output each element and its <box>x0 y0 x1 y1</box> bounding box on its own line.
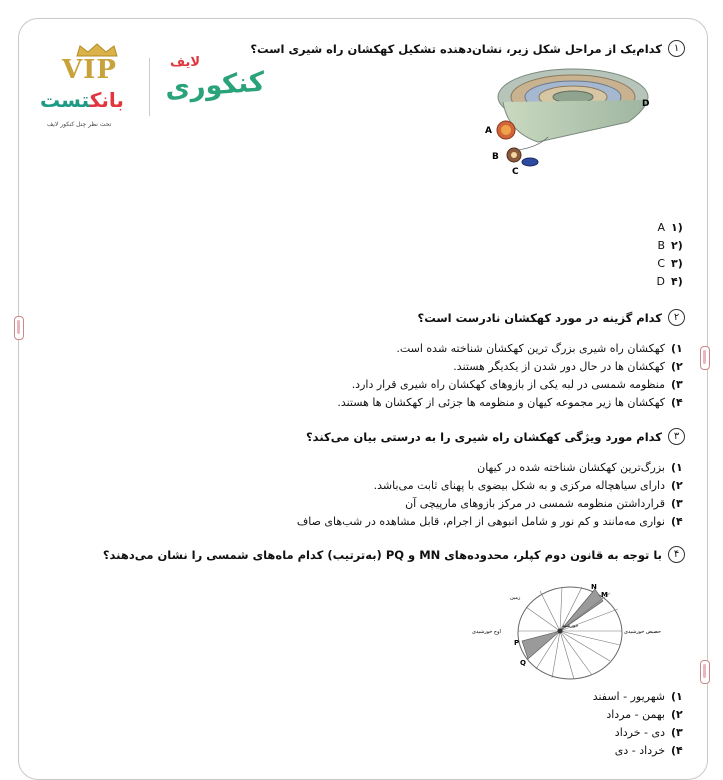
option-2[interactable]: ۲) کهکشان ها در حال دور شدن از یکدیگر هستند. <box>453 360 683 373</box>
orbit-label-p: P <box>514 639 520 647</box>
option-4[interactable]: D ۴) <box>656 275 683 288</box>
option-3[interactable]: C ۳) <box>657 257 683 270</box>
question-2-header <box>337 309 685 326</box>
question-text: کدام گزینه در مورد کهکشان نادرست است؟ <box>417 310 662 325</box>
orbit-label-earth: زمین <box>510 595 521 601</box>
orbit-label-m: M <box>601 591 608 599</box>
binding-hole-right-2 <box>700 660 710 684</box>
question-text: کدام‌یک از مراحل شکل زیر، نشان‌دهنده تشکیل کهکشان راه شیری است؟ <box>250 41 662 56</box>
orbit-label-n: N <box>591 583 597 591</box>
question-4 <box>103 546 685 563</box>
kepler-orbit-figure <box>470 583 670 683</box>
logo-konkur: کنکوری <box>164 66 266 105</box>
question-text: کدام مورد ویژگی کهکشان راه شیری را به درستی بیان می‌کند؟ <box>306 429 662 444</box>
question-number: ۲ <box>668 309 685 326</box>
question-number: ۱ <box>668 40 685 57</box>
question-1-options <box>657 219 685 291</box>
binding-hole-left <box>14 316 24 340</box>
galaxy-formation-figure <box>478 62 658 177</box>
option-1[interactable]: ۱) بزرگ‌ترین کهکشان شناخته شده در کیهان <box>477 461 683 474</box>
option-4[interactable]: ۴) خرداد - دی <box>614 744 683 757</box>
logo-vip: VIP <box>62 55 117 85</box>
question-4-options <box>593 688 685 760</box>
option-2[interactable]: B ۲) <box>657 239 683 252</box>
question-3-header <box>297 428 685 445</box>
option-2[interactable]: ۲) دارای سیاهچاله مرکزی و به شکل بیضوی با پهنای ثابت می‌باشد. <box>373 479 683 492</box>
question-number: ۴ <box>668 546 685 563</box>
question-number: ۳ <box>668 428 685 445</box>
logo-life: لایف <box>170 55 201 70</box>
option-1[interactable]: ۱) شهریور - اسفند <box>592 690 683 703</box>
option-1[interactable]: A ۱) <box>657 221 683 234</box>
option-3[interactable]: ۳) دی - خرداد <box>614 726 683 739</box>
option-3[interactable]: ۳) قرارداشتن منظومه شمسی در مرکز بازوهای مارپیچی آن <box>405 497 683 510</box>
question-text: با توجه به قانون دوم کپلر، محدوده‌های MN و PQ (به‌ترتیب) کدام ماه‌های شمسی را نشان می‌دهند؟ <box>102 547 662 562</box>
figure-label-d: D <box>642 99 650 109</box>
orbit-label-perihelion: حضیض خورشیدی <box>624 629 661 635</box>
logo-bank-test: بانکتست <box>40 88 124 112</box>
logo-tagline: تحت نظر چنل کنکور لایف <box>47 121 112 128</box>
option-3[interactable]: ۳) منظومه شمسی در لبه یکی از بازوهای کهکشان راه شیری قرار دارد. <box>351 378 683 391</box>
orbit-label-sun: خورشید <box>562 623 579 629</box>
question-4-header <box>103 546 685 563</box>
option-2[interactable]: ۲) بهمن - مرداد <box>606 708 683 721</box>
option-4[interactable]: ۴) کهکشان ها زیر مجموعه کیهان و منظومه ها جزئی از کهکشان ها هستند. <box>337 396 683 409</box>
question-3 <box>297 428 685 531</box>
logo-separator <box>149 58 150 116</box>
option-4[interactable]: ۴) نواری مه‌مانند و کم نور و شامل انبوهی از اجرام، قابل مشاهده در شب‌های صاف <box>296 515 683 528</box>
orbit-label-aphelion: اوج خورشیدی <box>472 629 501 635</box>
binding-hole-right-1 <box>700 346 710 370</box>
figure-label-a: A <box>485 126 492 136</box>
figure-label-c: C <box>512 167 519 177</box>
option-1[interactable]: ۱) کهکشان راه شیری بزرگ ترین کهکشان شناخته شده است. <box>396 342 683 355</box>
orbit-label-q: Q <box>520 659 526 667</box>
question-1-header <box>250 40 685 57</box>
question-1 <box>250 40 685 57</box>
question-2 <box>337 309 685 412</box>
figure-label-b: B <box>492 152 499 162</box>
